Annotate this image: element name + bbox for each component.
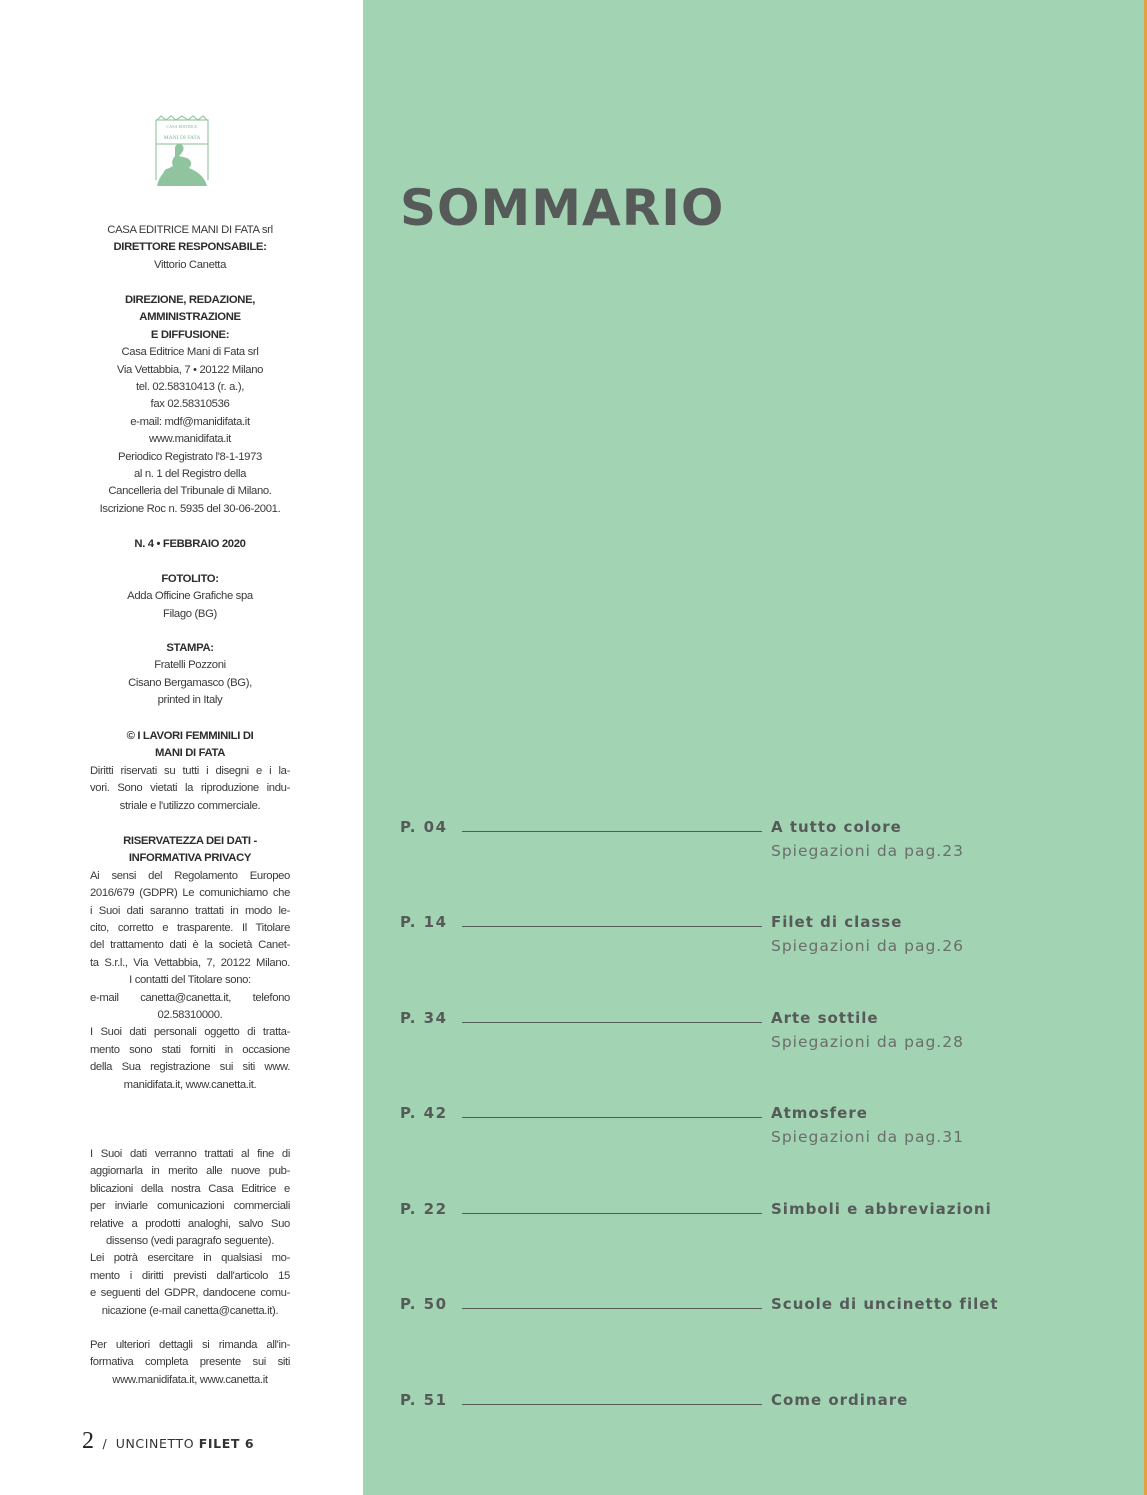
privacy-line: mento i diritti previsti dall'articolo 15 bbox=[90, 1269, 290, 1282]
toc-entry[interactable] bbox=[400, 1294, 1100, 1354]
issue-number: N. 4 • FEBBRAIO 2020 bbox=[134, 538, 246, 550]
stampa-line: printed in Italy bbox=[157, 694, 223, 707]
stampa-line: Cisano Bergamasco (BG), bbox=[128, 676, 252, 689]
toc-leader-line bbox=[462, 831, 762, 832]
privacy-line: aggiornarla in merito alle nuove pub- bbox=[90, 1165, 290, 1178]
copyright-heading: MANI DI FATA bbox=[154, 747, 226, 760]
privacy-line: cito, corretto e trasparente. Il Titolare bbox=[90, 922, 290, 935]
toc-page-number: P. 22 bbox=[400, 1200, 448, 1218]
toc-page-number: P. 50 bbox=[400, 1295, 448, 1313]
mani-di-fata-crest-icon bbox=[153, 114, 211, 190]
page-title: SOMMARIO bbox=[400, 179, 725, 237]
page-number: 2 bbox=[82, 1428, 94, 1454]
office-heading-line: E DIFFUSIONE: bbox=[150, 328, 230, 341]
toc-title: Arte sottile bbox=[771, 1009, 879, 1027]
toc-page-number: P. 42 bbox=[400, 1104, 448, 1122]
privacy-line: 02.58310000. bbox=[157, 1009, 223, 1022]
toc-leader-line bbox=[462, 1308, 762, 1309]
privacy-line: per inviarle comunicazioni commerciali bbox=[90, 1200, 290, 1213]
editorial-office-block bbox=[90, 292, 290, 518]
copyright-block bbox=[90, 728, 290, 815]
privacy-heading: RISERVATEZZA DEI DATI - bbox=[123, 835, 257, 847]
fotolito-block bbox=[90, 571, 290, 623]
stampa-heading: STAMPA: bbox=[166, 642, 214, 654]
toc-entry[interactable] bbox=[400, 1199, 1100, 1259]
privacy-line: formativa completa presente sui siti bbox=[90, 1356, 290, 1369]
office-line: Periodico Registrato l'8-1-1973 bbox=[118, 450, 262, 463]
toc-subtitle: Spiegazioni da pag.28 bbox=[771, 1033, 964, 1051]
toc-entry[interactable] bbox=[400, 1103, 1100, 1163]
privacy-line: del trattamento dati è la società Canet- bbox=[90, 939, 290, 952]
footer-separator: / bbox=[102, 1436, 108, 1451]
office-line: e-mail: mdf@manidifata.it bbox=[130, 415, 250, 428]
privacy-details-block bbox=[90, 1337, 290, 1389]
privacy-line: dissenso (vedi paragrafo seguente). bbox=[106, 1235, 274, 1248]
privacy-line: Lei potrà esercitare in qualsiasi mo- bbox=[90, 1252, 290, 1265]
privacy-line: della Sua registrazione sui siti www. bbox=[90, 1061, 290, 1074]
privacy-line: manidifata.it, www.canetta.it. bbox=[123, 1078, 257, 1091]
privacy-line: I Suoi dati verranno trattati al fine di bbox=[90, 1148, 290, 1160]
privacy-line: blicazioni della nostra Casa Editrice e bbox=[90, 1182, 290, 1195]
privacy-line: e seguenti del GDPR, dandocene comu- bbox=[90, 1287, 290, 1300]
copyright-line: Diritti riservati su tutti i disegni e i la- bbox=[90, 764, 290, 777]
toc-page-number: P. 04 bbox=[400, 818, 448, 836]
toc-title: Filet di classe bbox=[771, 913, 903, 931]
toc-leader-line bbox=[462, 1117, 762, 1118]
copyright-line: vori. Sono vietati la riproduzione indu- bbox=[90, 782, 290, 795]
copyright-line: striale e l'utilizzo commerciale. bbox=[119, 799, 261, 812]
office-line: tel. 02.58310413 (r. a.), bbox=[135, 381, 245, 394]
toc-page-number: P. 14 bbox=[400, 913, 448, 931]
toc-title: Come ordinare bbox=[771, 1391, 909, 1409]
office-line: www.manidifata.it bbox=[149, 433, 231, 446]
magazine-name-bold: FILET 6 bbox=[198, 1436, 255, 1451]
issue-block bbox=[90, 536, 290, 553]
office-line: fax 02.58310536 bbox=[150, 398, 230, 411]
toc-title: Atmosfere bbox=[771, 1104, 868, 1122]
toc-entry[interactable] bbox=[400, 1008, 1100, 1068]
toc-leader-line bbox=[462, 1213, 762, 1214]
director-name: Vittorio Canetta bbox=[153, 258, 227, 271]
stampa-block bbox=[90, 640, 290, 710]
privacy-line: e-mail canetta@canetta.it, telefono bbox=[90, 991, 290, 1004]
fotolito-line: Filago (BG) bbox=[163, 607, 217, 620]
toc-entry[interactable] bbox=[400, 1390, 1100, 1450]
toc-entry[interactable] bbox=[400, 912, 1100, 972]
privacy-line: 2016/679 (GDPR) Le comunichiamo che bbox=[90, 887, 290, 900]
toc-page-number: P. 34 bbox=[400, 1009, 448, 1027]
privacy-line: ta S.r.l., Via Vettabbia, 7, 20122 Milano. bbox=[90, 956, 290, 969]
stampa-line: Fratelli Pozzoni bbox=[154, 659, 226, 672]
toc-title: A tutto colore bbox=[771, 818, 902, 836]
toc-subtitle: Spiegazioni da pag.31 bbox=[771, 1128, 964, 1146]
copyright-heading: © I LAVORI FEMMINILI DI bbox=[126, 730, 254, 742]
privacy-line: www.manidifata.it, www.canetta.it bbox=[112, 1373, 268, 1386]
privacy-line: I Suoi dati personali oggetto di tratta- bbox=[90, 1026, 290, 1039]
logo-text-main: MANI DI FATA bbox=[163, 135, 201, 141]
toc-leader-line bbox=[462, 926, 762, 927]
fotolito-line: Adda Officine Grafiche spa bbox=[127, 590, 253, 603]
privacy-marketing-block bbox=[90, 1146, 290, 1320]
privacy-line: Per ulteriori dettagli si rimanda all'in- bbox=[90, 1339, 290, 1351]
privacy-line: nicazione (e-mail canetta@canetta.it). bbox=[101, 1304, 279, 1317]
toc-page-number: P. 51 bbox=[400, 1391, 448, 1409]
privacy-line: Ai sensi del Regolamento Europeo bbox=[90, 869, 290, 882]
toc-entry[interactable] bbox=[400, 817, 1100, 877]
office-heading-line: DIREZIONE, REDAZIONE, bbox=[124, 294, 256, 306]
logo-text-top: CASA EDITRICE bbox=[166, 124, 198, 129]
privacy-line: relative a prodotti analoghi, salvo Suo bbox=[90, 1217, 290, 1230]
privacy-heading: INFORMATIVA PRIVACY bbox=[128, 852, 252, 865]
office-line: Iscrizione Roc n. 5935 del 30-06-2001. bbox=[99, 502, 281, 515]
magazine-name bbox=[116, 1436, 255, 1451]
director-heading: DIRETTORE RESPONSABILE: bbox=[113, 241, 267, 254]
magazine-name-regular: UNCINETTO bbox=[115, 1436, 195, 1451]
toc-title: Scuole di uncinetto filet bbox=[771, 1295, 999, 1313]
privacy-line: mento sono stati forniti in occasione bbox=[90, 1043, 290, 1056]
toc-leader-line bbox=[462, 1022, 762, 1023]
privacy-line: I contatti del Titolare sono: bbox=[129, 974, 251, 987]
office-heading-line: AMMINISTRAZIONE bbox=[139, 311, 241, 324]
toc-subtitle: Spiegazioni da pag.26 bbox=[771, 937, 964, 955]
toc-subtitle: Spiegazioni da pag.23 bbox=[771, 842, 964, 860]
publisher-name: CASA EDITRICE MANI DI FATA srl bbox=[107, 224, 273, 236]
office-line: Cancelleria del Tribunale di Milano. bbox=[108, 485, 272, 498]
publisher-block bbox=[90, 222, 290, 274]
privacy-line: i Suoi dati saranno trattati in modo le- bbox=[90, 904, 290, 917]
toc-title: Simboli e abbreviazioni bbox=[771, 1200, 992, 1218]
office-line: al n. 1 del Registro della bbox=[133, 468, 247, 481]
toc-leader-line bbox=[462, 1404, 762, 1405]
privacy-block bbox=[90, 833, 290, 1094]
office-line: Casa Editrice Mani di Fata srl bbox=[121, 346, 259, 359]
office-line: Via Vettabbia, 7 • 20122 Milano bbox=[116, 363, 264, 376]
page-footer bbox=[82, 1428, 254, 1458]
fotolito-heading: FOTOLITO: bbox=[161, 573, 219, 585]
